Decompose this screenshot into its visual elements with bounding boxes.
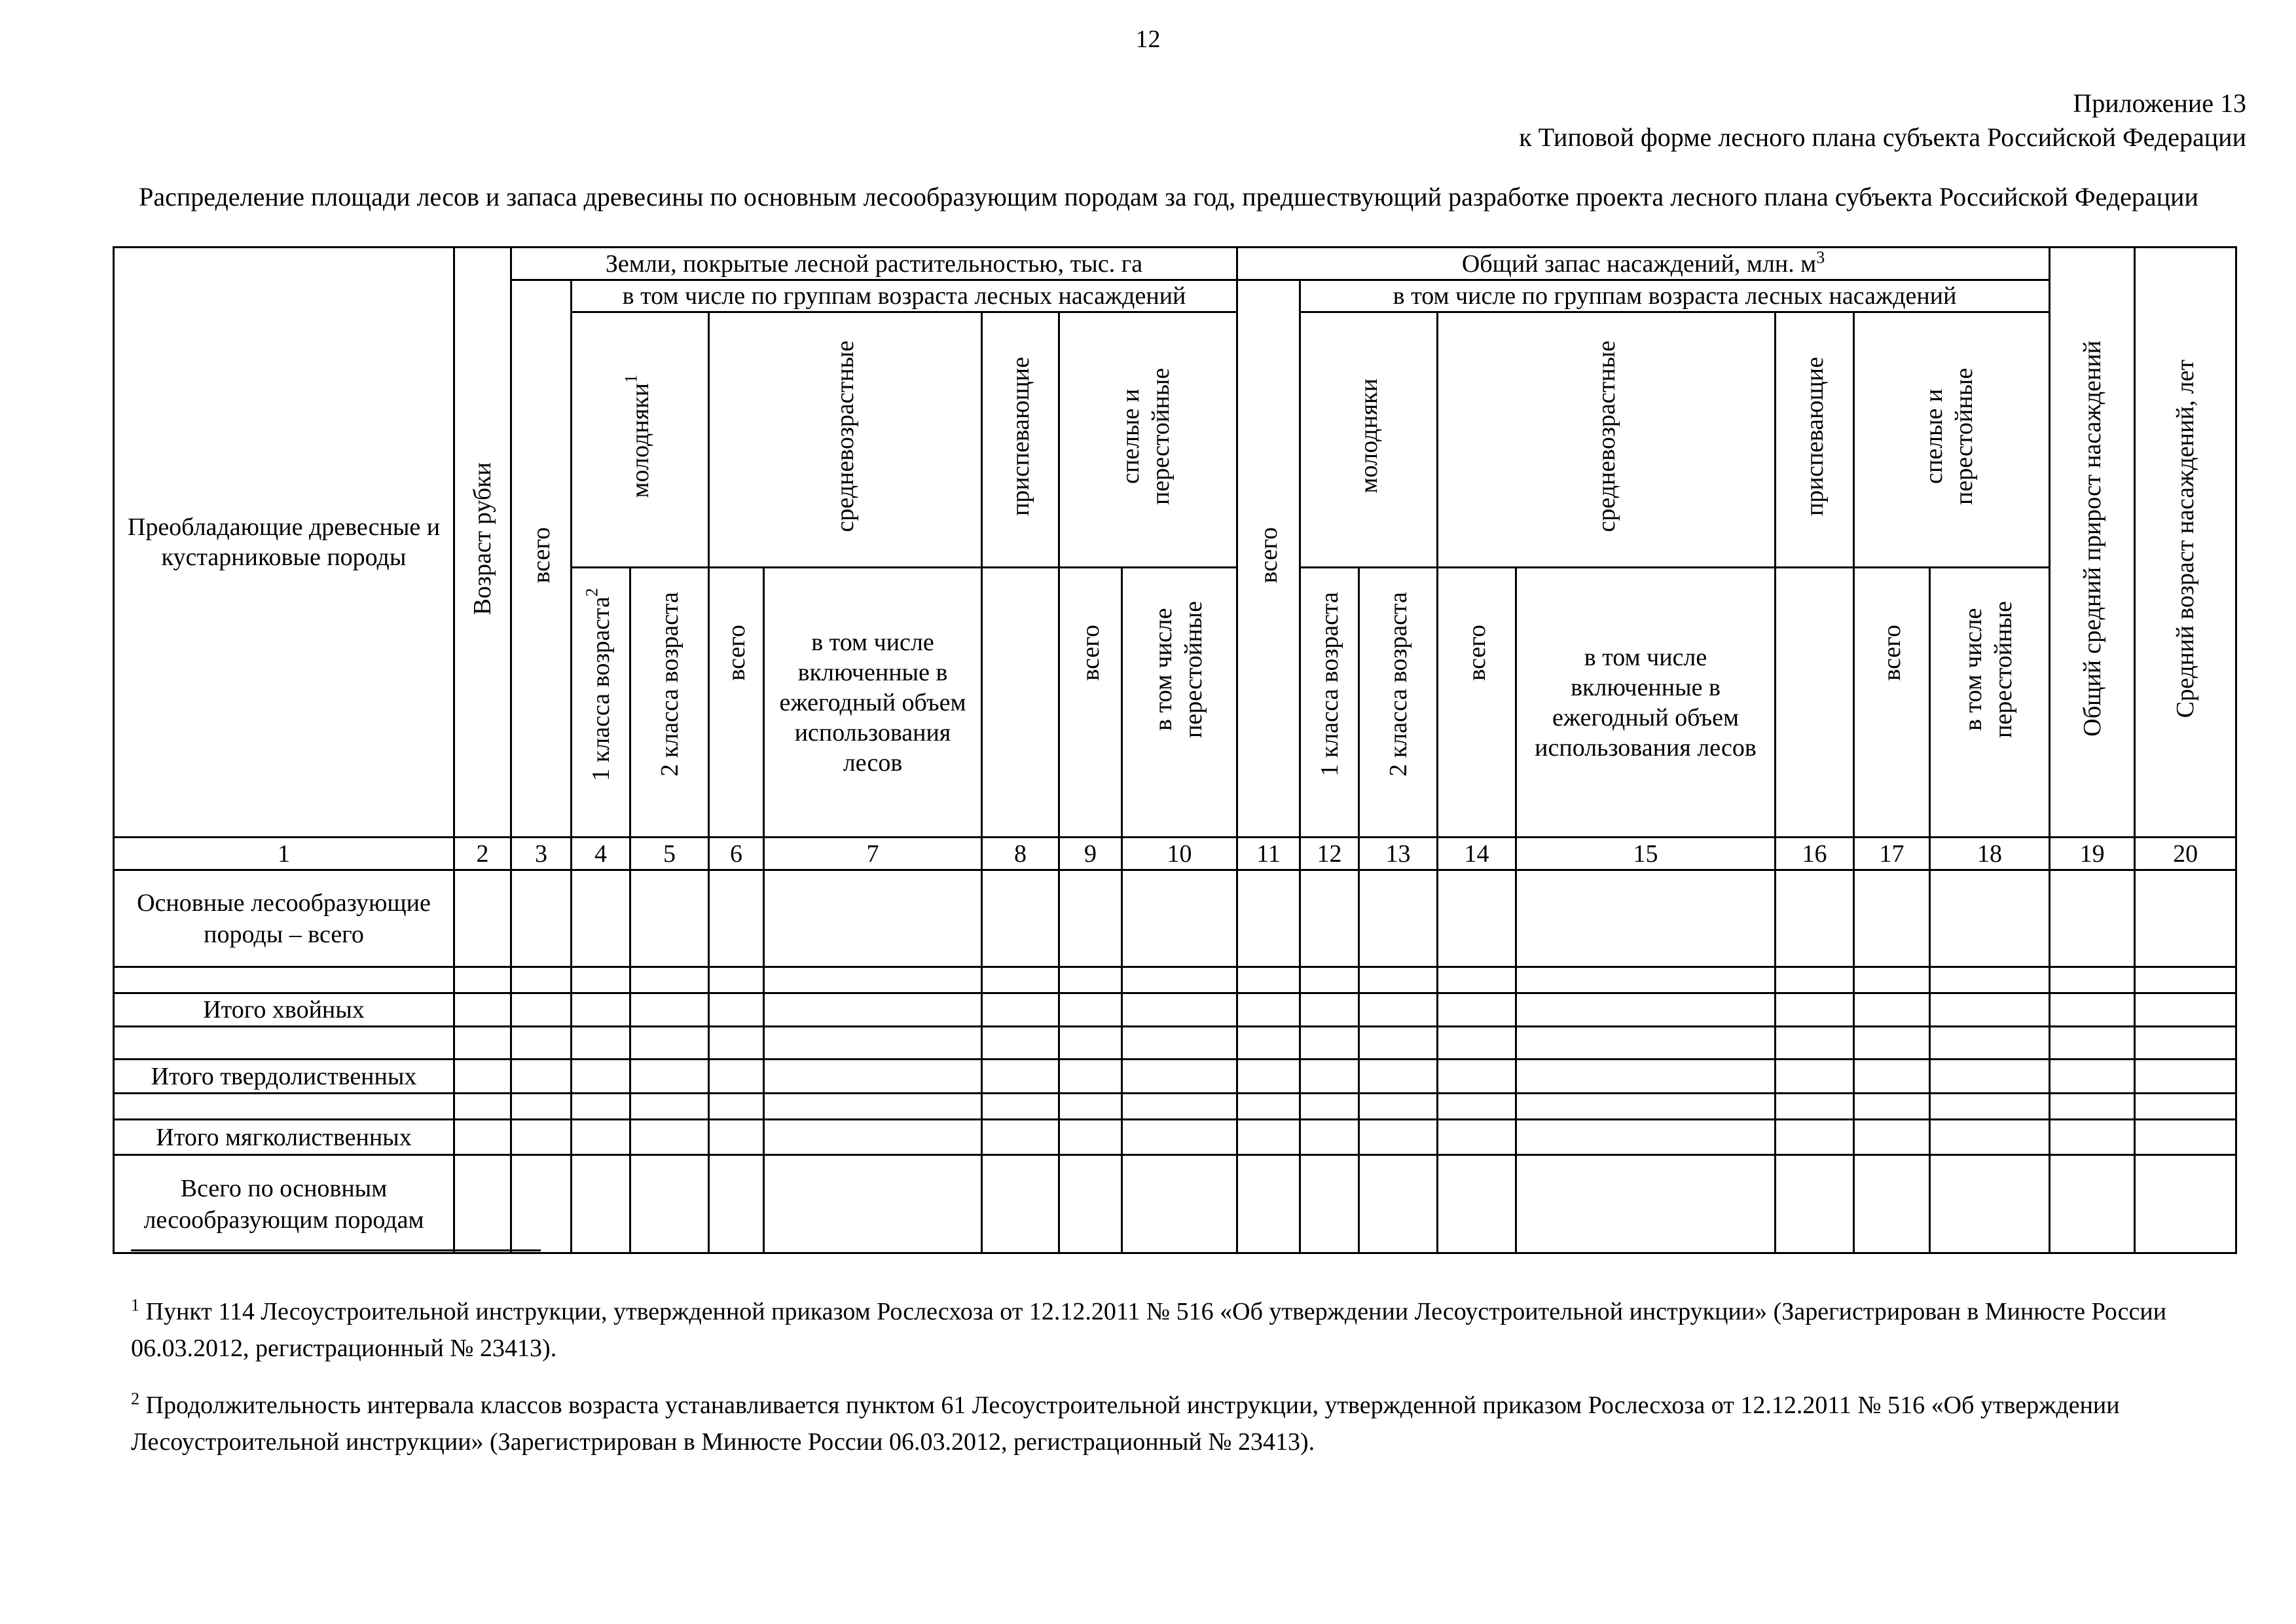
table-row xyxy=(114,1094,2236,1120)
header-avg-age: Средний возраст насаждений, лет xyxy=(2135,248,2236,838)
table-cell xyxy=(764,1155,982,1253)
table-cell xyxy=(1300,1155,1359,1253)
table-cell xyxy=(630,870,709,967)
header-area-maturing-blank xyxy=(982,568,1059,838)
column-number: 18 xyxy=(1930,838,2050,870)
header-stock-by-age-groups: в том числе по группам возраста лесных насаждений xyxy=(1300,280,2050,312)
row-label xyxy=(114,1094,454,1120)
table-cell xyxy=(1059,1120,1122,1155)
header-area-total: всего xyxy=(511,280,572,838)
header-area-middle-total: всего xyxy=(709,568,764,838)
column-number: 16 xyxy=(1776,838,1854,870)
table-cell xyxy=(1776,1094,1854,1120)
header-stock-included: в том числе включенные в ежегодный объем использования лесов xyxy=(1516,568,1776,838)
table-cell xyxy=(764,1094,982,1120)
table-cell xyxy=(1438,1027,1516,1060)
header-cutting-age: Возраст рубки xyxy=(454,248,511,838)
table-cell xyxy=(2135,967,2236,993)
table-cell xyxy=(709,1120,764,1155)
header-stock-total: всего xyxy=(1237,280,1300,838)
table-cell xyxy=(572,1027,630,1060)
table-cell xyxy=(454,1060,511,1094)
table-cell xyxy=(1854,1094,1930,1120)
table-cell xyxy=(982,870,1059,967)
table-cell xyxy=(1930,1027,2050,1060)
column-number: 14 xyxy=(1438,838,1516,870)
table-cell xyxy=(1237,1094,1300,1120)
header-area-over: в том числе перестойные xyxy=(1122,568,1237,838)
table-cell xyxy=(709,967,764,993)
table-cell xyxy=(1059,993,1122,1027)
column-number: 6 xyxy=(709,838,764,870)
table-cell xyxy=(1237,870,1300,967)
table-cell xyxy=(1516,993,1776,1027)
table-cell xyxy=(1516,1060,1776,1094)
table-cell xyxy=(2135,870,2236,967)
table-cell xyxy=(982,967,1059,993)
footnote-2 xyxy=(131,1387,2226,1460)
column-number: 12 xyxy=(1300,838,1359,870)
header-stock-middle-total: всего xyxy=(1438,568,1516,838)
table-cell xyxy=(1059,1094,1122,1120)
table-cell xyxy=(2050,1027,2135,1060)
footnote-1-number: 1 xyxy=(131,1295,139,1315)
table-cell xyxy=(1776,1027,1854,1060)
table-cell xyxy=(511,1060,572,1094)
header-forest-area: Земли, покрытые лесной растительностью, тыс. га xyxy=(511,248,1237,280)
table-cell xyxy=(1059,1027,1122,1060)
table-cell xyxy=(2050,1060,2135,1094)
row-label xyxy=(114,1027,454,1060)
table-cell xyxy=(454,993,511,1027)
column-number: 15 xyxy=(1516,838,1776,870)
table-cell xyxy=(1854,870,1930,967)
column-number: 8 xyxy=(982,838,1059,870)
table-cell xyxy=(572,967,630,993)
table-cell xyxy=(1122,1094,1237,1120)
table-cell xyxy=(709,870,764,967)
table-cell xyxy=(1300,967,1359,993)
table-cell xyxy=(630,1027,709,1060)
header-stock-class-1: 1 класса возраста xyxy=(1300,568,1359,838)
table-cell xyxy=(709,1094,764,1120)
table-cell xyxy=(511,870,572,967)
column-number: 3 xyxy=(511,838,572,870)
table-cell xyxy=(1359,1094,1438,1120)
table-cell xyxy=(1516,1027,1776,1060)
table-cell xyxy=(1930,870,2050,967)
page-number: 12 xyxy=(1135,26,1161,53)
table-cell xyxy=(1930,993,2050,1027)
table-row xyxy=(114,1120,2236,1155)
table-cell xyxy=(709,993,764,1027)
table-cell xyxy=(1122,1060,1237,1094)
table-cell xyxy=(1237,1060,1300,1094)
table-cell xyxy=(1438,1060,1516,1094)
table-cell xyxy=(630,1060,709,1094)
table-cell xyxy=(454,967,511,993)
table-cell xyxy=(982,993,1059,1027)
table-cell xyxy=(1438,967,1516,993)
table-cell xyxy=(1122,870,1237,967)
header-avg-growth: Общий средний прирост насаждений xyxy=(2050,248,2135,838)
header-area-middle-aged: средневозрастные xyxy=(709,312,982,568)
table-cell xyxy=(1776,870,1854,967)
table-cell xyxy=(1776,967,1854,993)
table-cell xyxy=(511,1094,572,1120)
table-cell xyxy=(1122,1027,1237,1060)
column-number: 5 xyxy=(630,838,709,870)
row-label: Основные лесообразующие породы – всего xyxy=(114,870,454,967)
table-cell xyxy=(1854,967,1930,993)
table-cell xyxy=(1930,1094,2050,1120)
column-number: 13 xyxy=(1359,838,1438,870)
header-stock-maturing: приспевающие xyxy=(1776,312,1854,568)
table-cell xyxy=(511,1027,572,1060)
header-stock-mature: спелые и перестойные xyxy=(1854,312,2050,568)
table-cell xyxy=(1237,1155,1300,1253)
table-cell xyxy=(1300,1120,1359,1155)
column-number: 2 xyxy=(454,838,511,870)
table-cell xyxy=(1516,1155,1776,1253)
table-cell xyxy=(2135,1094,2236,1120)
table-cell xyxy=(1237,1120,1300,1155)
table-cell xyxy=(572,870,630,967)
header-stock-class-2: 2 класса возраста xyxy=(1359,568,1438,838)
table-cell xyxy=(764,1027,982,1060)
table-row xyxy=(114,993,2236,1027)
table-cell xyxy=(1122,1120,1237,1155)
table-cell xyxy=(1359,1120,1438,1155)
table-cell xyxy=(1300,1094,1359,1120)
table-cell xyxy=(454,1120,511,1155)
table-cell xyxy=(1854,1027,1930,1060)
table-cell xyxy=(1359,1060,1438,1094)
header-area-class-2: 2 класса возраста xyxy=(630,568,709,838)
table-cell xyxy=(1776,1155,1854,1253)
footnote-1 xyxy=(131,1293,2226,1367)
table-cell xyxy=(1237,993,1300,1027)
footnote-2-number: 2 xyxy=(131,1389,139,1409)
column-numbers-row xyxy=(114,838,2236,870)
table-cell xyxy=(2135,1060,2236,1094)
table-cell xyxy=(2050,1120,2135,1155)
table-cell xyxy=(709,1060,764,1094)
header-area-mature-total: всего xyxy=(1059,568,1122,838)
table-cell xyxy=(2050,870,2135,967)
table-cell xyxy=(2135,1155,2236,1253)
table-cell xyxy=(572,1120,630,1155)
table-cell xyxy=(1300,993,1359,1027)
table-cell xyxy=(1776,1060,1854,1094)
document-title: Распределение площади лесов и запаса древесины по основным лесообразующим породам за год, предшествующий разработке проекта лесного плана субъекта Российской Федерации xyxy=(139,182,2198,212)
table-cell xyxy=(1359,870,1438,967)
header-stock-mature-total: всего xyxy=(1854,568,1930,838)
table-cell xyxy=(1300,1060,1359,1094)
table-cell xyxy=(1516,967,1776,993)
header-total-stock: Общий запас насаждений, млн. $м^3$ xyxy=(1237,248,2050,280)
column-number: 1 xyxy=(114,838,454,870)
header-stock-middle-aged: средневозрастные xyxy=(1438,312,1776,568)
table-cell xyxy=(1359,993,1438,1027)
table-cell xyxy=(2135,993,2236,1027)
row-label: Итого хвойных xyxy=(114,993,454,1027)
table-cell xyxy=(764,993,982,1027)
appendix-line-2: к Типовой форме лесного плана субъекта Российской Федерации xyxy=(1519,122,2246,152)
table-cell xyxy=(1359,1027,1438,1060)
table-row xyxy=(114,967,2236,993)
table-cell xyxy=(1776,993,1854,1027)
table-row xyxy=(114,870,2236,967)
table-cell xyxy=(982,1094,1059,1120)
table-cell xyxy=(1237,967,1300,993)
table-cell xyxy=(1854,993,1930,1027)
table-cell xyxy=(1438,1120,1516,1155)
column-number: 7 xyxy=(764,838,982,870)
table-cell xyxy=(764,1060,982,1094)
table-cell xyxy=(1300,870,1359,967)
header-area-class-1: 1 класса возраста$^2$ xyxy=(572,568,630,838)
table-cell xyxy=(1516,1120,1776,1155)
table-cell xyxy=(1059,1060,1122,1094)
appendix-header xyxy=(1519,86,2246,155)
column-number: 20 xyxy=(2135,838,2236,870)
forest-distribution-table xyxy=(113,246,2237,1254)
table-cell xyxy=(982,1120,1059,1155)
row-label: Итого твердолиственных xyxy=(114,1060,454,1094)
table-cell xyxy=(1438,1094,1516,1120)
table-cell xyxy=(1438,870,1516,967)
header-species: Преобладающие древесные и кустарниковые породы xyxy=(114,248,454,838)
header-stock-young: молодняки xyxy=(1300,312,1438,568)
table-cell xyxy=(1059,967,1122,993)
table-row xyxy=(114,1155,2236,1253)
appendix-line-1: Приложение 13 xyxy=(2073,88,2246,118)
table-cell xyxy=(454,870,511,967)
table-cell xyxy=(2050,993,2135,1027)
table-cell xyxy=(1359,1155,1438,1253)
table-cell xyxy=(1438,993,1516,1027)
row-label: Всего по основным лесообразующим породам xyxy=(114,1155,454,1253)
table-cell xyxy=(1854,1060,1930,1094)
table-cell xyxy=(454,1155,511,1253)
header-area-included: в том числе включенные в ежегодный объем использования лесов xyxy=(764,568,982,838)
header-area-young: молодняки$^1$ xyxy=(572,312,709,568)
table-cell xyxy=(572,1094,630,1120)
table-row xyxy=(114,1027,2236,1060)
footnote-2-text: Продолжительность интервала классов возраста устанавливается пунктом 61 Лесоустроительной инструкции, утвержденной приказом Рослесхоза от 12.12.2011 № 516 «Об утверждении Лесоустроительной инструкции» (Зарегистрирован в Минюсте России 06.03.2012, регистрационный № 23413). xyxy=(131,1392,2120,1456)
table-cell xyxy=(1122,967,1237,993)
table-cell xyxy=(1300,1027,1359,1060)
table-cell xyxy=(2050,1155,2135,1253)
table-cell xyxy=(2050,1094,2135,1120)
table-cell xyxy=(454,1094,511,1120)
header-stock-over: в том числе перестойные xyxy=(1930,568,2050,838)
table-row xyxy=(114,1060,2236,1094)
table-cell xyxy=(572,993,630,1027)
column-number: 17 xyxy=(1854,838,1930,870)
table-cell xyxy=(630,993,709,1027)
header-stock-maturing-blank xyxy=(1776,568,1854,838)
row-label xyxy=(114,967,454,993)
header-area-mature: спелые и перестойные xyxy=(1059,312,1237,568)
column-number: 10 xyxy=(1122,838,1237,870)
footnote-1-text: Пункт 114 Лесоустроительной инструкции, утвержденной приказом Рослесхоза от 12.12.2011 № 516 «Об утверждении Лесоустроительной инструкции» (Зарегистрирован в Минюсте России 06.03.2012, регистрационный № 23413). xyxy=(131,1298,2167,1362)
table-cell xyxy=(1516,870,1776,967)
table-cell xyxy=(511,967,572,993)
table-cell xyxy=(1122,993,1237,1027)
table-cell xyxy=(1930,967,2050,993)
table-cell xyxy=(572,1155,630,1253)
table-cell xyxy=(764,1120,982,1155)
header-area-maturing: приспевающие xyxy=(982,312,1059,568)
table-cell xyxy=(709,1027,764,1060)
column-number: 11 xyxy=(1237,838,1300,870)
column-number: 19 xyxy=(2050,838,2135,870)
header-area-by-age-groups: в том числе по группам возраста лесных насаждений xyxy=(572,280,1237,312)
table-cell xyxy=(1854,1155,1930,1253)
table-cell xyxy=(630,967,709,993)
footnote-separator xyxy=(131,1249,541,1251)
table-cell xyxy=(1359,967,1438,993)
table-cell xyxy=(511,1155,572,1253)
table-cell xyxy=(982,1027,1059,1060)
table-cell xyxy=(2135,1027,2236,1060)
table-cell xyxy=(511,993,572,1027)
table-cell xyxy=(2050,967,2135,993)
table-cell xyxy=(454,1027,511,1060)
table-cell xyxy=(982,1060,1059,1094)
column-number: 4 xyxy=(572,838,630,870)
table-cell xyxy=(1776,1120,1854,1155)
table-cell xyxy=(630,1120,709,1155)
table-cell xyxy=(2135,1120,2236,1155)
table-cell xyxy=(1438,1155,1516,1253)
table-cell xyxy=(982,1155,1059,1253)
table-cell xyxy=(511,1120,572,1155)
table-cell xyxy=(1122,1155,1237,1253)
row-label: Итого мягколиственных xyxy=(114,1120,454,1155)
table-cell xyxy=(572,1060,630,1094)
table-cell xyxy=(709,1155,764,1253)
table-cell xyxy=(1516,1094,1776,1120)
table-cell xyxy=(1059,1155,1122,1253)
table-cell xyxy=(630,1155,709,1253)
column-number: 9 xyxy=(1059,838,1122,870)
table-cell xyxy=(764,967,982,993)
table-cell xyxy=(1059,870,1122,967)
table-cell xyxy=(1930,1155,2050,1253)
table-cell xyxy=(630,1094,709,1120)
table-cell xyxy=(764,870,982,967)
table-cell xyxy=(1930,1060,2050,1094)
table-cell xyxy=(1854,1120,1930,1155)
table-cell xyxy=(1237,1027,1300,1060)
table-cell xyxy=(1930,1120,2050,1155)
